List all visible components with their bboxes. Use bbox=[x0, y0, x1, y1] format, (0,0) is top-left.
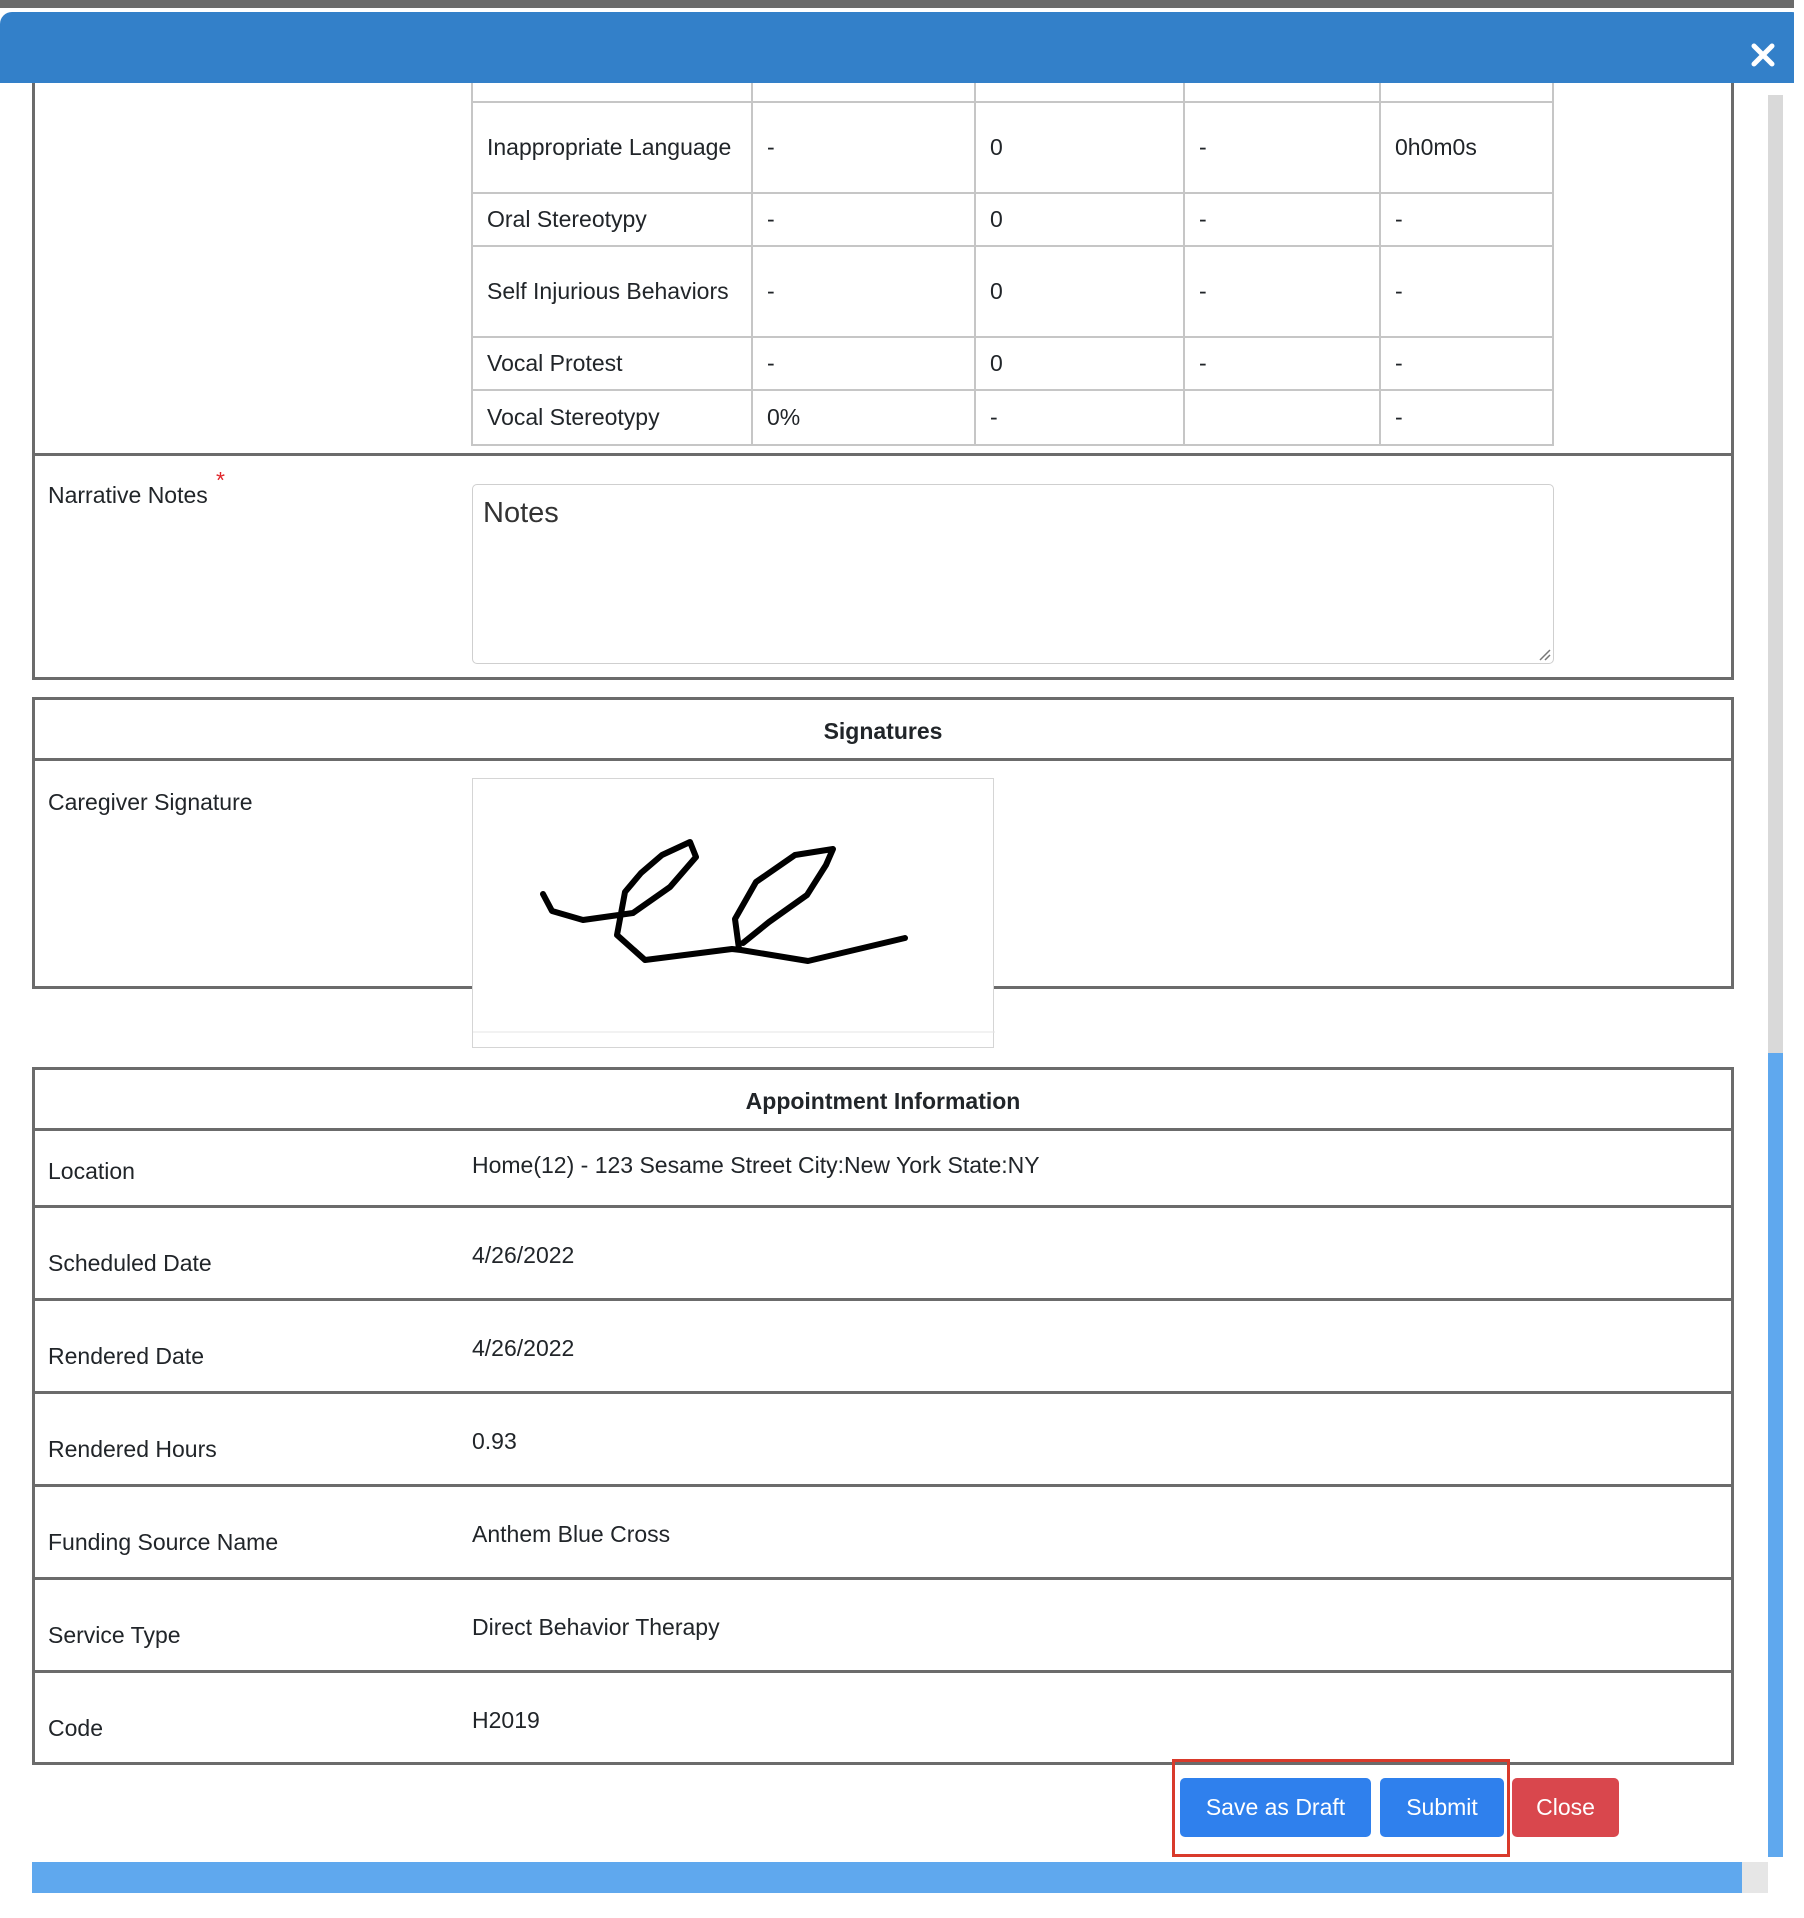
behavior-cell: - bbox=[975, 390, 1184, 445]
service-type-label: Service Type bbox=[48, 1622, 181, 1648]
narrative-notes-row bbox=[35, 456, 1731, 677]
code-value: H2019 bbox=[472, 1707, 540, 1733]
appointment-section bbox=[32, 1067, 1734, 1765]
table-row bbox=[472, 193, 1553, 246]
appointment-row-scheduled-date bbox=[35, 1208, 1731, 1298]
close-button[interactable]: Close bbox=[1512, 1778, 1619, 1837]
behavior-cell: - bbox=[752, 102, 975, 193]
code-label: Code bbox=[48, 1715, 103, 1741]
service-type-value: Direct Behavior Therapy bbox=[472, 1614, 720, 1640]
funding-source-value: Anthem Blue Cross bbox=[472, 1521, 671, 1547]
behavior-cell: 0 bbox=[975, 102, 1184, 193]
behavior-cell: 0 bbox=[975, 246, 1184, 337]
required-mark: * bbox=[216, 467, 225, 493]
cutoff-row bbox=[471, 83, 1554, 103]
page-top-strip bbox=[0, 0, 1804, 8]
rendered-hours-label: Rendered Hours bbox=[48, 1436, 217, 1462]
behavior-cell: - bbox=[1380, 390, 1553, 445]
table-row bbox=[472, 246, 1553, 337]
table-row bbox=[472, 337, 1553, 390]
behavior-cell: - bbox=[1184, 102, 1380, 193]
behavior-cell: - bbox=[1184, 193, 1380, 246]
location-label: Location bbox=[48, 1158, 135, 1184]
appointment-row-funding-source bbox=[35, 1487, 1731, 1577]
behavior-cell: - bbox=[1184, 246, 1380, 337]
vertical-scrollbar[interactable] bbox=[1768, 95, 1783, 1857]
caregiver-signature-label: Caregiver Signature bbox=[48, 789, 253, 815]
narrative-notes-label: Narrative Notes bbox=[48, 482, 208, 508]
appointment-row-rendered-hours bbox=[35, 1394, 1731, 1484]
signature-drawing bbox=[473, 779, 995, 1049]
behavior-table bbox=[471, 101, 1554, 446]
row-divider bbox=[35, 758, 1731, 761]
behavior-cell: - bbox=[752, 337, 975, 390]
modal-header bbox=[0, 12, 1804, 83]
funding-source-label: Funding Source Name bbox=[48, 1529, 279, 1555]
location-value: Home(12) - 123 Sesame Street City:New York State:NY bbox=[472, 1152, 1040, 1178]
signatures-section bbox=[32, 697, 1734, 989]
save-as-draft-button[interactable]: Save as Draft bbox=[1180, 1778, 1371, 1837]
resize-grip-icon[interactable] bbox=[1535, 645, 1551, 661]
behavior-name: Self Injurious Behaviors bbox=[472, 246, 752, 337]
behavior-cell: - bbox=[1380, 193, 1553, 246]
page-right-strip bbox=[1794, 0, 1804, 1918]
behavior-cell: - bbox=[752, 193, 975, 246]
signatures-title: Signatures bbox=[823, 718, 943, 744]
vertical-scrollbar-thumb[interactable] bbox=[1768, 1053, 1783, 1857]
behavior-cell: 0 bbox=[975, 337, 1184, 390]
behavior-cell: 0 bbox=[975, 193, 1184, 246]
appointment-row-code bbox=[35, 1673, 1731, 1765]
narrative-notes-textarea[interactable] bbox=[472, 484, 1554, 664]
behavior-cell: 0h0m0s bbox=[1380, 102, 1553, 193]
behavior-name: Oral Stereotypy bbox=[472, 193, 752, 246]
behavior-name: Vocal Protest bbox=[472, 337, 752, 390]
scheduled-date-value: 4/26/2022 bbox=[472, 1242, 575, 1268]
notes-placeholder: Notes bbox=[483, 497, 559, 529]
behavior-name: Vocal Stereotypy bbox=[472, 390, 752, 445]
table-row bbox=[472, 390, 1553, 445]
appointment-row-rendered-date bbox=[35, 1301, 1731, 1391]
appointment-title: Appointment Information bbox=[745, 1088, 1021, 1114]
close-x-icon[interactable] bbox=[1748, 40, 1778, 70]
behavior-cell: - bbox=[752, 246, 975, 337]
rendered-hours-value: 0.93 bbox=[472, 1428, 517, 1454]
behavior-cell bbox=[1184, 390, 1380, 445]
horizontal-scrollbar-end bbox=[1742, 1862, 1768, 1893]
rendered-date-label: Rendered Date bbox=[48, 1343, 204, 1369]
behavior-name: Inappropriate Language bbox=[472, 102, 752, 193]
table-row bbox=[472, 102, 1553, 193]
caregiver-signature-pad[interactable] bbox=[472, 778, 994, 1048]
behavior-cell: 0% bbox=[752, 390, 975, 445]
appointment-row-service-type bbox=[35, 1580, 1731, 1670]
horizontal-scrollbar[interactable] bbox=[32, 1862, 1742, 1893]
appointment-row-location bbox=[35, 1131, 1731, 1205]
behavior-cell: - bbox=[1184, 337, 1380, 390]
behavior-cell: - bbox=[1380, 337, 1553, 390]
behavior-notes-section bbox=[32, 83, 1734, 680]
rendered-date-value: 4/26/2022 bbox=[472, 1335, 575, 1361]
submit-button[interactable]: Submit bbox=[1380, 1778, 1504, 1837]
modal-body bbox=[0, 83, 1804, 1918]
scheduled-date-label: Scheduled Date bbox=[48, 1250, 212, 1276]
behavior-cell: - bbox=[1380, 246, 1553, 337]
